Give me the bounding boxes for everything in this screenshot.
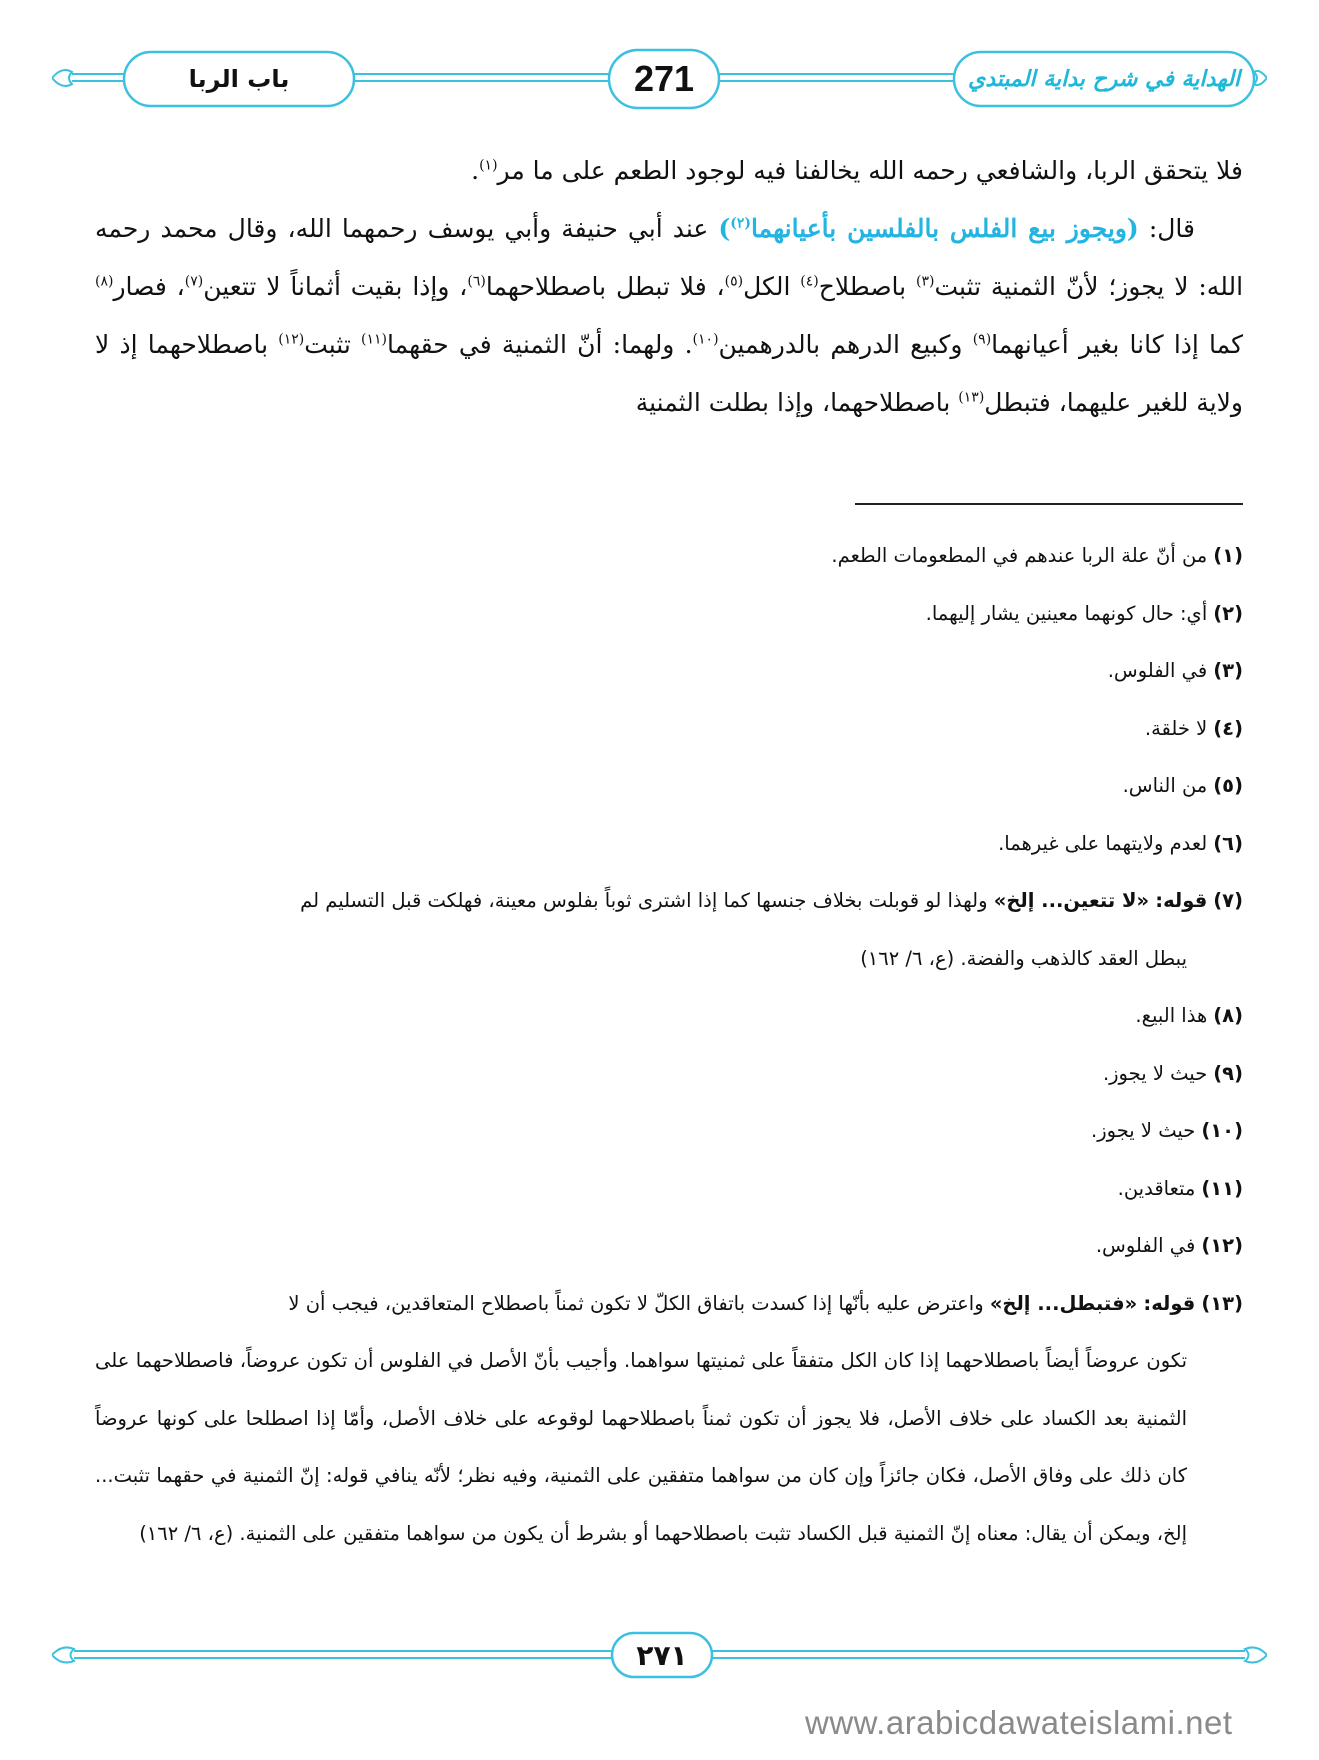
page-footer [52,1630,1267,1690]
footnote-7: (٧)قوله: «لا تتعين... إلخ» ولهذا لو قوبلت بخلاف جنسها كما إذا اشترى ثوباً بفلوس معينة، فهلكت قبل التسليم لم يبطل العقد كالذهب والفضة. (ع، ٦/ ١٦٢) [300,889,1243,970]
page-number-latin: 271 [633,58,695,99]
footnote-12: (١٢)في الفلوس. [1095,1234,1243,1257]
website-watermark: www.arabicdawateislami.net [805,1704,1233,1741]
footnote-divider [855,503,1243,505]
main-paragraph-2: قال: (ويجوز بيع الفلس بالفلسين بأعيانهما$^{(٢)}$) عند أبي حنيفة وأبي يوسف رحمهما الله، وقال محمد رحمه الله: لا يجوز؛ لأنّ الثمنية تثبت$^{(٣)}$ باصطلاح$^{(٤)}$ الكل$^{(٥)}$، فلا تبطل باصطلاحهما$^{(٦)}$، وإذا بقيت أثماناً لا تتعين$^{(٧)}$، فصار$^{(٨)}$ كما إذا كانا بغير أعيانهما$^{(٩)}$ وكبيع الدرهم بالدرهمين$^{(١٠)}$. ولهما: أنّ الثمنية في حقهما$^{(١١)}$ تثبت$^{(١٢)}$ باصطلاحهما إذ لا ولاية للغير عليهما، فتبطل$^{(١٣)}$ باصطلاحهما، وإذا بطلت الثمنية [95,214,1244,417]
footnote-ref: (١) [479,157,498,174]
footnote-ref: (٧) [184,273,204,290]
page-header [52,48,1267,118]
footnote-ref: (٩) [972,331,992,348]
footnote-1: (١)من أنّ علة الربا عندهم في المطعومات الطعم. [831,544,1243,567]
book-title-logo: الهداية في شرح بداية المبتدي [967,66,1241,92]
footnote-ref: (١٢) [278,331,305,348]
main-text [95,142,1243,432]
footnote-2: (٢)أي: حال كونهما معينين يشار إليهما. [925,601,1243,625]
footnote-6: (٦)لعدم ولايتهما على غيرهما. [998,831,1243,855]
footnote-10: (١٠)حيث لا يجوز. [1091,1119,1243,1142]
page-number-arabic: ٢٧١ [636,1638,688,1672]
main-paragraph-1: فلا يتحقق الربا، والشافعي رحمه الله يخالفنا فيه لوجود الطعم على ما مر$^{(١)}$. [471,156,1243,185]
footnote-ref: (١٣) [958,389,985,406]
footnote-13: (١٣)قوله: «فتبطل... إلخ» واعترض عليه بأنّها إذا كسدت باتفاق الكلّ لا تكون ثمناً باصطلاح المتعاقدين، فيجب أن لا تكون عروضاً أيضاً باصطلاحهما إذا كان الكل متفقاً على ثمنيتها سواهما. وأجيب بأنّ الأصل في الفلوس أن تكون عروضاً، فاصطلاحهما على الثمنية بعد الكساد على خلاف الأصل، فلا يجوز أن تكون ثمناً باصطلاحهما لوقوعه على خلاف الأصل، وأمّا إذا اصطلحا على كونها عروضاً كان ذلك على وفاق الأصل، فكان جائزاً وإن كان من سواهما متفقين على الثمنية، وفيه نظر؛ لأنّه ينافي قوله: إنّ الثمنية في حقهما تثبت... إلخ، ويمكن أن يقال: معناه إنّ الثمنية قبل الكساد تثبت باصطلاحهما أو بشرط أن يكون من سواهما متفقين على الثمنية. (ع، ٦/ ١٦٢) [95,1291,1243,1545]
footnote-8: (٨)هذا البيع. [1135,1004,1243,1027]
chapter-title: باب الربا [188,65,290,93]
footnote-ref: (١١) [361,331,388,348]
footnote-ref: (٦) [467,273,486,290]
footnote-3: (٣)في الفلوس. [1107,659,1243,682]
footnote-11: (١١)متعاقدين. [1117,1176,1243,1200]
footnote-5: (٥)من الناس. [1122,774,1243,797]
footnote-ref: (١٠) [692,331,719,348]
footnote-9: (٩)حيث لا يجوز. [1102,1061,1243,1085]
matn-highlight: (ويجوز بيع الفلس بالفلسين بأعيانهما$^{(٢)}$) [718,214,1139,243]
footnote-ref: (٤) [800,273,819,290]
footnotes [95,527,1243,1562]
footnote-ref: (٣) [916,273,935,290]
footnote-ref: (٢) [730,215,752,232]
footnote-ref: (٥) [724,273,744,290]
footnote-4: (٤)لا خلقة. [1144,716,1243,740]
footnote-ref: (٨) [95,273,114,290]
